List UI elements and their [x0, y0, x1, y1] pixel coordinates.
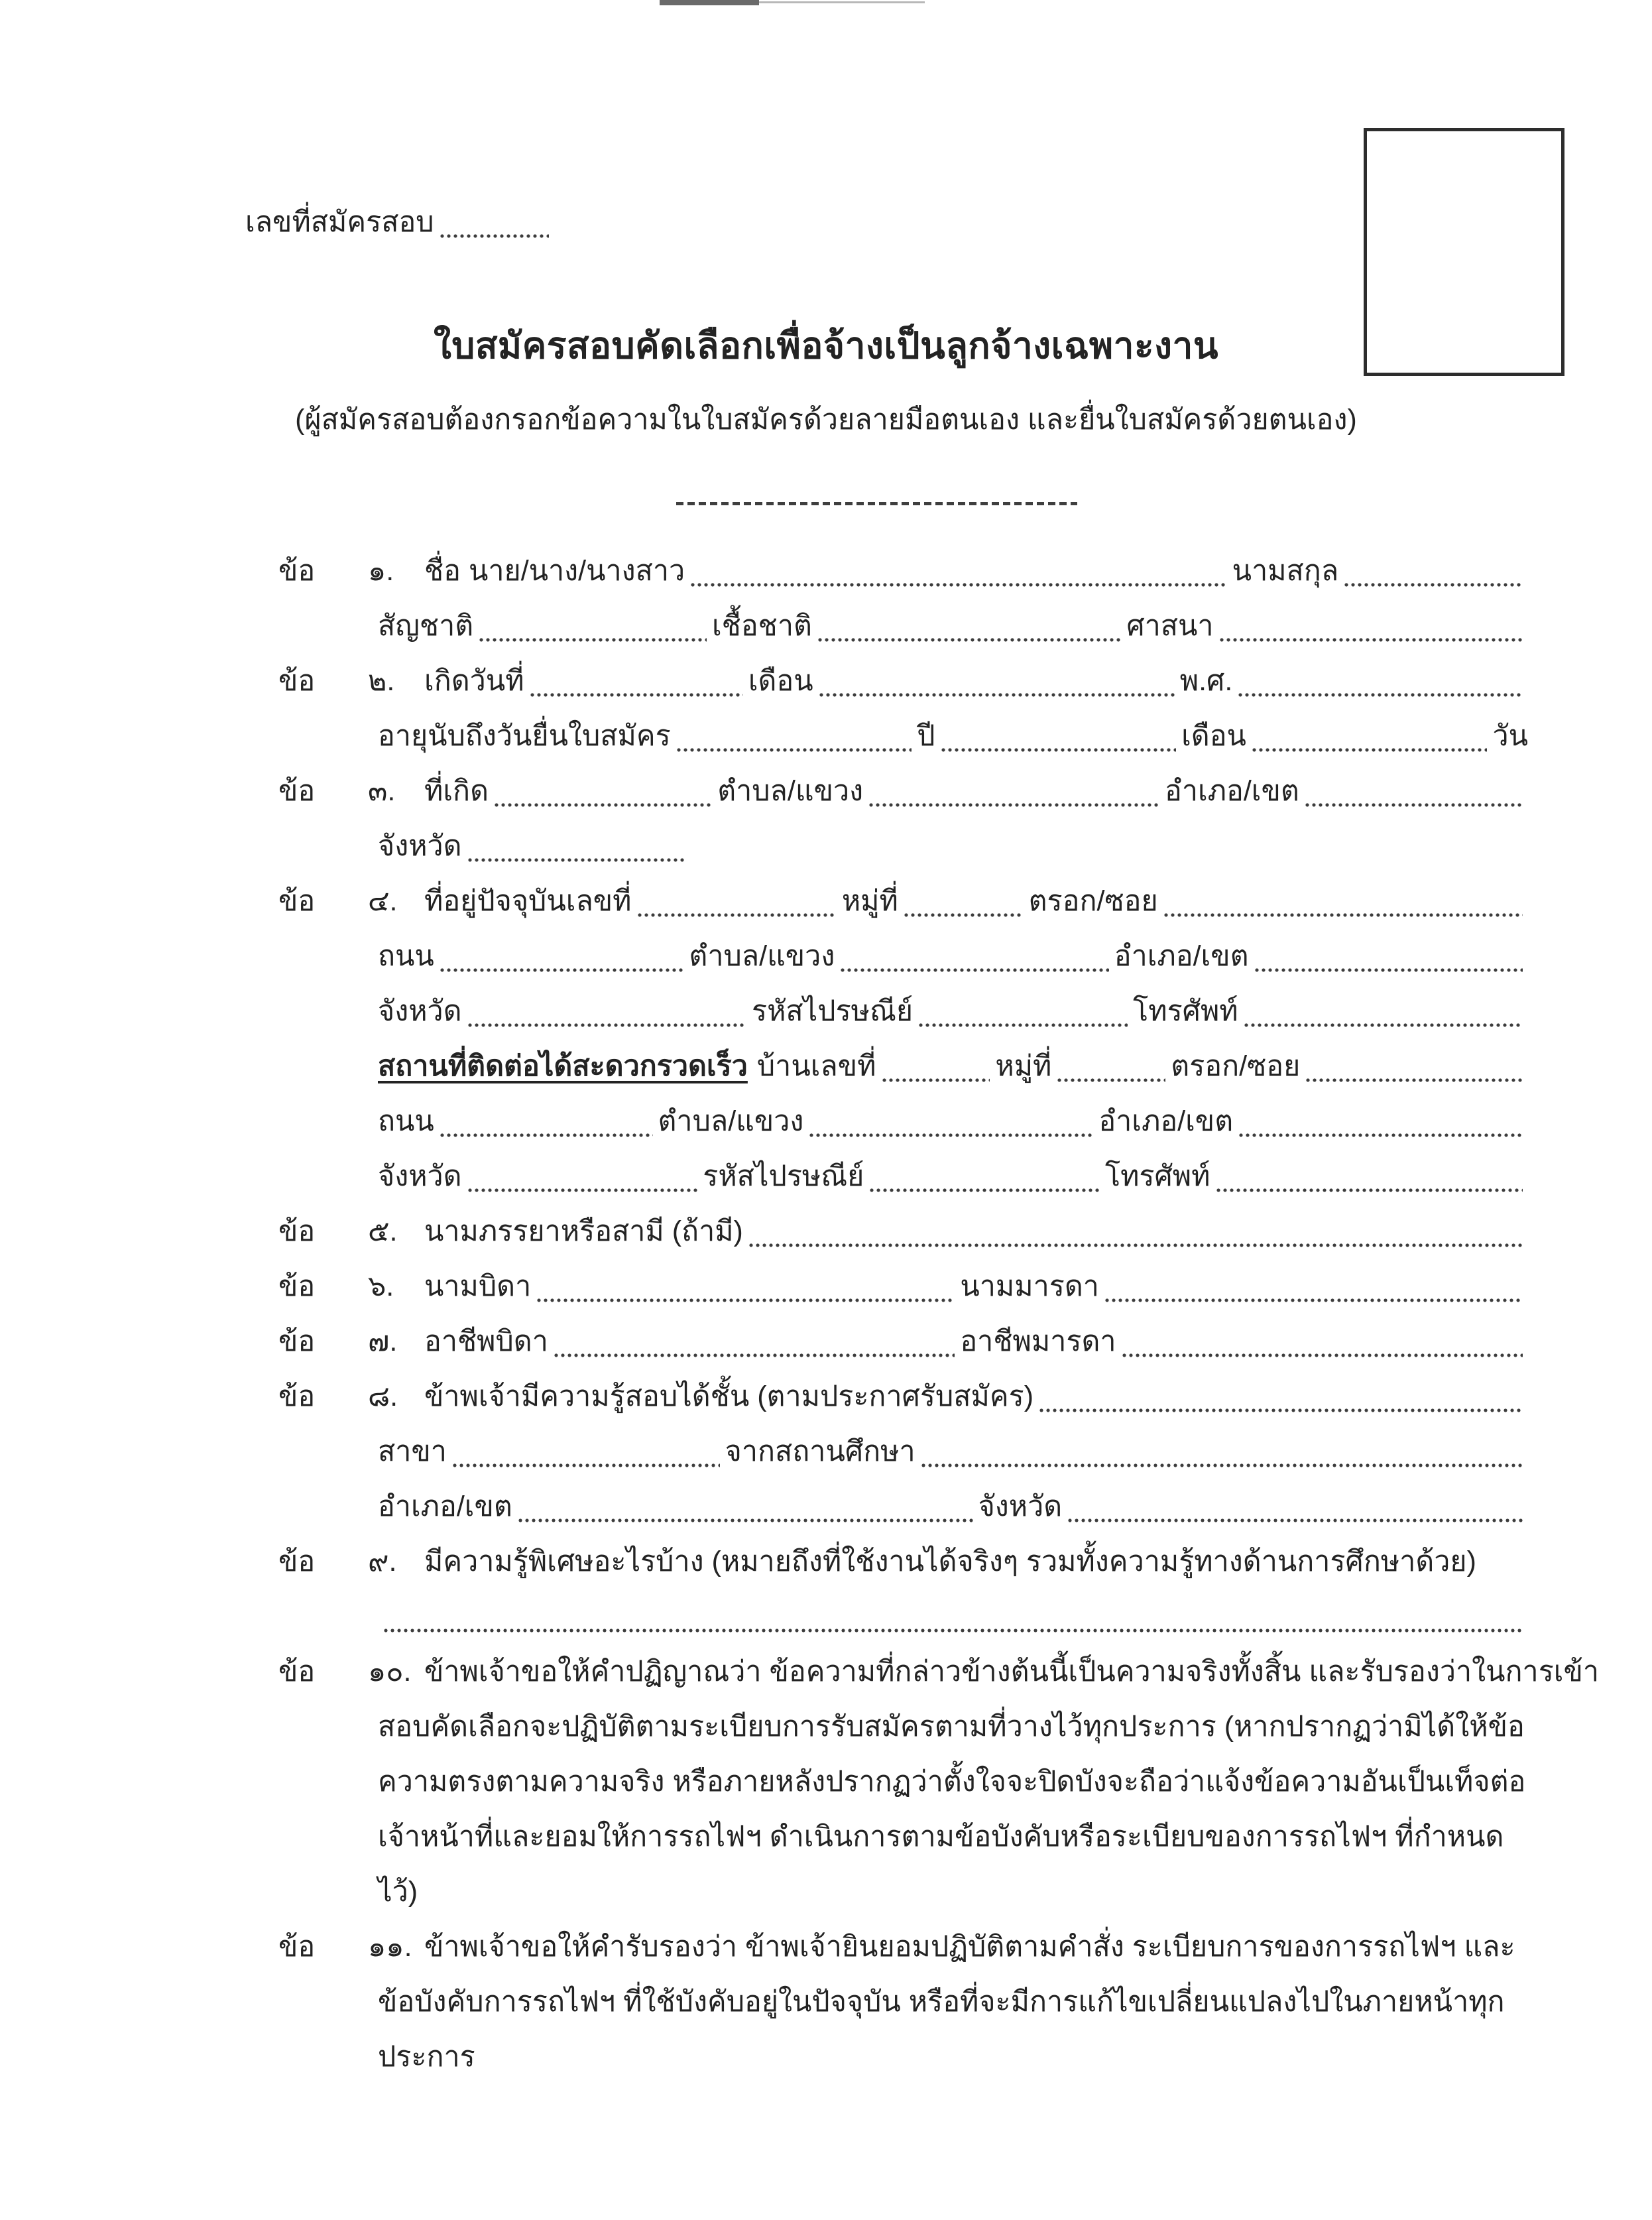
- field-label: รหัสไปรษณีย์: [703, 1160, 864, 1192]
- item-prefix-label: ข้อ: [278, 885, 316, 917]
- item-number: ๔.: [368, 885, 398, 917]
- field-label: พ.ศ.: [1179, 665, 1233, 697]
- field-label: จังหวัด: [378, 995, 462, 1027]
- item-number: ๓.: [368, 775, 396, 807]
- field-label: เกิดวันที่: [424, 665, 524, 697]
- field-label: ปี: [917, 720, 935, 752]
- blank-dotted-field: [467, 858, 686, 862]
- field-label: จังหวัด: [978, 1491, 1063, 1522]
- field-label: ประการ: [378, 2041, 475, 2073]
- blank-dotted-field: [1305, 1078, 1523, 1082]
- field-label: หมู่ที่: [841, 885, 898, 917]
- item-prefix-label: ข้อ: [278, 665, 316, 697]
- field-label: ที่อยู่ปัจจุบันเลขที่: [424, 885, 632, 917]
- field-label: หมู่ที่: [995, 1050, 1052, 1082]
- item-4-line-6: [278, 1146, 1528, 1201]
- field-label: เจ้าหน้าที่และยอมให้การรถไฟฯ ดำเนินการตามข้อบังคับหรือระเบียบของการรถไฟฯ ที่กำหนด: [378, 1821, 1504, 1853]
- page-subtitle: (ผู้สมัครสอบต้องกรอกข้อความในใบสมัครด้วยลายมือตนเอง และยื่นใบสมัครด้วยตนเอง): [295, 404, 1357, 436]
- field-label: นามบิดา: [424, 1270, 532, 1302]
- field-label: นามมารดา: [960, 1270, 1099, 1302]
- blank-dotted-field: [467, 1023, 746, 1027]
- blank-dotted-field: [467, 1188, 698, 1192]
- blank-dotted-field: [518, 1518, 973, 1522]
- item-4-line-2: [278, 926, 1528, 981]
- item-8-line-2: [278, 1421, 1528, 1476]
- application-number-blank: [440, 234, 549, 238]
- field-label: ถนน: [378, 1105, 434, 1137]
- item-prefix-label: ข้อ: [278, 775, 316, 807]
- field-label: ข้าพเจ้าขอให้คำปฏิญาณว่า ข้อความที่กล่าวข้างต้นนี้เป็นความจริงทั้งสิ้น และรับรองว่าในการเข้า: [424, 1656, 1600, 1688]
- field-label: จากสถานศึกษา: [725, 1436, 915, 1467]
- field-label: ตรอก/ซอย: [1171, 1050, 1301, 1082]
- item-5-line-1: [278, 1201, 1528, 1256]
- blank-dotted-field: [452, 1463, 720, 1467]
- item-3-line-1: [278, 761, 1528, 816]
- field-label: นามสกุล: [1232, 555, 1339, 587]
- field-label: อายุนับถึงวันยื่นใบสมัคร: [378, 720, 671, 752]
- item-10-line-2: [278, 1696, 1528, 1751]
- item-prefix-label: ข้อ: [278, 1326, 316, 1357]
- item-3-line-2: [278, 816, 1528, 871]
- dashed-divider: [676, 502, 1077, 505]
- field-label: ศาสนา: [1126, 610, 1214, 642]
- blank-dotted-field: [819, 693, 1175, 697]
- item-number: ๖.: [368, 1270, 394, 1302]
- item-number: ๒.: [368, 665, 395, 697]
- item-1-line-1: [278, 540, 1528, 595]
- field-label: สอบคัดเลือกจะปฏิบัติตามระเบียบการรับสมัครตามที่วางไว้ทุกประการ (หากปรากฏว่ามิได้ให้ข้อ: [378, 1711, 1525, 1743]
- blank-dotted-field: [383, 1629, 1523, 1633]
- field-label: ตรอก/ซอย: [1028, 885, 1158, 917]
- blank-dotted-field: [1305, 803, 1523, 807]
- blank-dotted-field: [479, 638, 707, 642]
- item-4-line-3: [278, 981, 1528, 1036]
- blank-dotted-field: [676, 748, 912, 752]
- field-label: สัญชาติ: [378, 610, 474, 642]
- field-label-emphasis: สถานที่ติดต่อได้สะดวกรวดเร็ว: [378, 1050, 748, 1082]
- item-11-line-1: [278, 1916, 1528, 1971]
- item-number: ๕.: [368, 1215, 398, 1247]
- item-2-line-2: [278, 706, 1528, 761]
- blank-dotted-field: [1163, 913, 1523, 917]
- item-8-line-3: [278, 1476, 1528, 1531]
- application-number-label: เลขที่สมัครสอบ: [245, 206, 434, 238]
- field-label: เดือน: [748, 665, 813, 697]
- blank-dotted-field: [1344, 583, 1523, 587]
- blank-dotted-field: [440, 1133, 653, 1137]
- blank-dotted-field: [941, 748, 1177, 752]
- item-number: ๑.: [368, 555, 394, 587]
- blank-dotted-field: [1238, 693, 1523, 697]
- blank-dotted-field: [904, 913, 1024, 917]
- field-label: จังหวัด: [378, 1160, 462, 1192]
- field-label: จังหวัด: [378, 830, 462, 862]
- field-label: อาชีพบิดา: [424, 1326, 548, 1357]
- field-label: นามภรรยาหรือสามี (ถ้ามี): [424, 1215, 743, 1247]
- blank-dotted-field: [1039, 1408, 1523, 1412]
- blank-dotted-field: [817, 638, 1121, 642]
- blank-dotted-field: [530, 693, 743, 697]
- field-label: วัน: [1492, 720, 1528, 752]
- item-prefix-label: ข้อ: [278, 1270, 316, 1302]
- blank-dotted-field: [1057, 1078, 1165, 1082]
- blank-dotted-field: [1104, 1298, 1523, 1302]
- item-6-line-1: [278, 1256, 1528, 1311]
- field-label: ไว้): [378, 1876, 418, 1908]
- item-number: ๑๑.: [368, 1931, 412, 1963]
- blank-dotted-field: [536, 1298, 955, 1302]
- field-label: เดือน: [1181, 720, 1246, 752]
- blank-dotted-field: [869, 1188, 1100, 1192]
- field-label: อำเภอ/เขต: [1098, 1105, 1234, 1137]
- field-label: ถนน: [378, 940, 434, 972]
- item-prefix-label: ข้อ: [278, 555, 316, 587]
- item-prefix-label: ข้อ: [278, 1656, 316, 1688]
- field-label: ข้าพเจ้าขอให้คำรับรองว่า ข้าพเจ้ายินยอมปฏิบัติตามคำสั่ง ระเบียบการของการรถไฟฯ และ: [424, 1931, 1515, 1963]
- blank-dotted-field: [1252, 748, 1488, 752]
- blank-dotted-field: [918, 1023, 1128, 1027]
- item-number: ๑๐.: [368, 1656, 412, 1688]
- scan-artifact-top-light: [759, 1, 925, 3]
- field-label: ตำบล/แขวง: [717, 775, 864, 807]
- field-label: ข้าพเจ้ามีความรู้สอบได้ชั้น (ตามประกาศรับสมัคร): [424, 1381, 1034, 1412]
- field-label: ความตรงตามความจริง หรือภายหลังปรากฏว่าตั้งใจจะปิดบังจะถือว่าแจ้งข้อความอันเป็นเท็จต่อ: [378, 1766, 1526, 1798]
- field-label: ชื่อ นาย/นาง/นางสาว: [424, 555, 685, 587]
- field-label: ข้อบังคับการรถไฟฯ ที่ใช้บังคับอยู่ในปัจจุบัน หรือที่จะมีการแก้ไขเปลี่ยนแปลงไปในภายหน้าทุก: [378, 1986, 1505, 2018]
- blank-dotted-field: [1244, 1023, 1523, 1027]
- field-label: อำเภอ/เขต: [1114, 940, 1249, 972]
- field-label: มีความรู้พิเศษอะไรบ้าง (หมายถึงที่ใช้งานได้จริงๆ รวมทั้งความรู้ทางด้านการศึกษาด้วย): [424, 1546, 1476, 1577]
- application-number-line: [245, 199, 537, 247]
- blank-dotted-field: [868, 803, 1159, 807]
- field-label: โทรศัพท์: [1133, 995, 1238, 1027]
- item-4-line-4: [278, 1036, 1528, 1091]
- blank-dotted-field: [494, 803, 712, 807]
- blank-dotted-field: [1067, 1518, 1523, 1522]
- field-label: บ้านเลขที่: [756, 1050, 876, 1082]
- item-9-line-1: [278, 1531, 1528, 1586]
- item-11-line-3: [278, 2026, 1528, 2081]
- field-label: เชื้อชาติ: [711, 610, 812, 642]
- item-10-line-5: [278, 1861, 1528, 1916]
- blank-dotted-field: [921, 1463, 1523, 1467]
- field-label: อำเภอ/เขต: [1165, 775, 1299, 807]
- blank-dotted-field: [840, 968, 1108, 972]
- item-8-line-1: [278, 1366, 1528, 1421]
- item-number: ๗.: [368, 1326, 398, 1357]
- item-prefix-label: ข้อ: [278, 1546, 316, 1577]
- item-1-line-2: [278, 595, 1528, 650]
- item-number: ๘.: [368, 1381, 398, 1412]
- blank-dotted-field: [554, 1353, 955, 1357]
- item-7-line-1: [278, 1311, 1528, 1366]
- scan-artifact-top: [660, 0, 759, 5]
- form-body: [278, 540, 1600, 2081]
- blank-dotted-field: [1254, 968, 1523, 972]
- item-2-line-1: [278, 650, 1528, 706]
- blank-dotted-field: [1216, 1188, 1523, 1192]
- blank-dotted-field: [1122, 1353, 1523, 1357]
- field-label: สาขา: [378, 1436, 447, 1467]
- field-label: โทรศัพท์: [1104, 1160, 1210, 1192]
- item-prefix-label: ข้อ: [278, 1381, 316, 1412]
- item-4-line-1: [278, 871, 1528, 926]
- blank-dotted-field: [809, 1133, 1093, 1137]
- blank-dotted-field: [882, 1078, 990, 1082]
- field-label: อำเภอ/เขต: [378, 1491, 512, 1522]
- blank-dotted-field: [690, 583, 1226, 587]
- field-label: ตำบล/แขวง: [689, 940, 835, 972]
- blank-dotted-field: [748, 1243, 1523, 1247]
- field-label: ตำบล/แขวง: [658, 1105, 804, 1137]
- item-prefix-label: ข้อ: [278, 1931, 316, 1963]
- blank-dotted-field: [440, 968, 684, 972]
- item-9-line-2: [278, 1586, 1528, 1641]
- item-4-line-5: [278, 1091, 1528, 1146]
- item-10-line-4: [278, 1806, 1528, 1861]
- blank-dotted-field: [1219, 638, 1523, 642]
- blank-dotted-field: [637, 913, 837, 917]
- item-10-line-3: [278, 1751, 1528, 1806]
- item-10-line-1: [278, 1641, 1600, 1696]
- item-number: ๙.: [368, 1546, 397, 1577]
- blank-dotted-field: [1238, 1133, 1523, 1137]
- field-label: อาชีพมารดา: [960, 1326, 1116, 1357]
- item-11-line-2: [278, 1971, 1528, 2026]
- page-title: ใบสมัครสอบคัดเลือกเพื่อจ้างเป็นลูกจ้างเฉพาะงาน: [434, 325, 1218, 366]
- field-label: ที่เกิด: [424, 775, 489, 807]
- item-prefix-label: ข้อ: [278, 1215, 316, 1247]
- field-label: รหัสไปรษณีย์: [751, 995, 914, 1027]
